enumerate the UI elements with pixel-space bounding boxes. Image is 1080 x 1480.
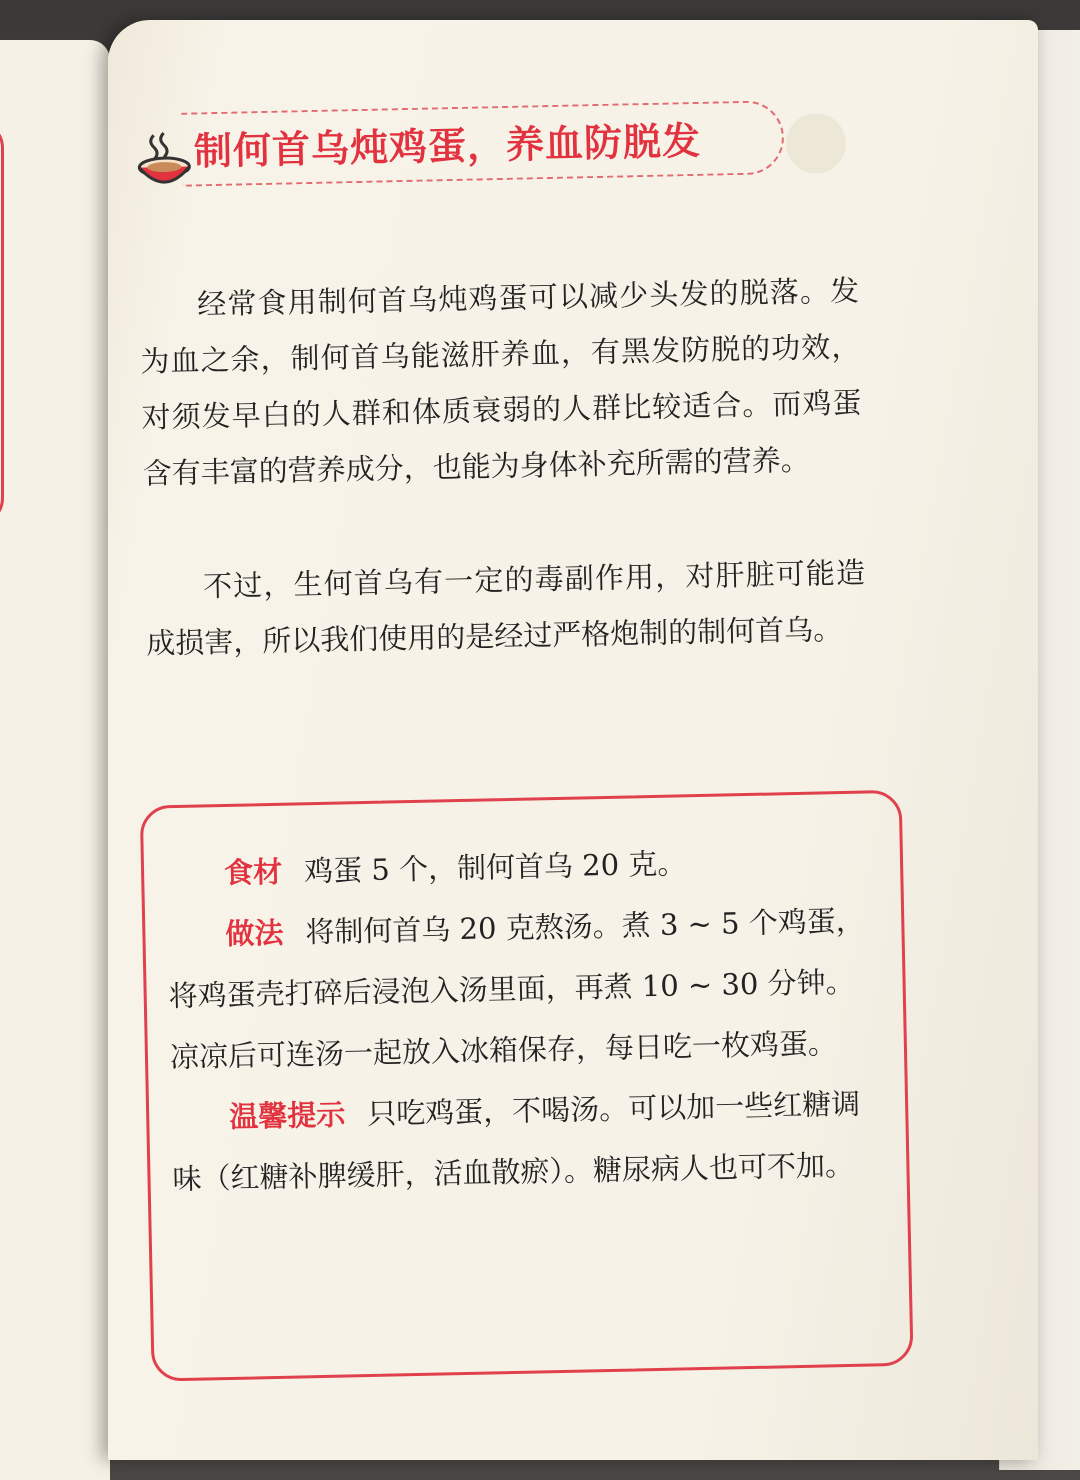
method-label: 做法: [225, 915, 284, 951]
recipe-method: [167, 891, 871, 1089]
ingredients-label: 食材: [223, 854, 283, 890]
book-page: [108, 20, 1038, 1460]
recipe-box: [140, 790, 914, 1382]
recipe-content: [166, 830, 874, 1211]
left-page-box: [0, 120, 4, 526]
tip-label: 温馨提示: [228, 1097, 346, 1134]
body-paragraph: [139, 263, 864, 502]
method-text: 将制何首乌 20 克熬汤。煮 3 ~ 5 个鸡蛋，将鸡蛋壳打碎后浸泡入汤里面，再煮 10 ~ 30 分钟。凉凉后可连汤一起放入冰箱保存，每日吃一枚鸡蛋。: [168, 903, 866, 1075]
bowl-icon: [136, 130, 193, 191]
left-page: [0, 40, 110, 1480]
paragraph-text: 经常食用制何首乌炖鸡蛋可以减少头发的脱落。发为血之余，制何首乌能滋肝养血，有黑发防脱的功效，对须发早白的人群和体质衰弱的人群比较适合。而鸡蛋含有丰富的营养成分，也能为身体补充所需的营养。: [140, 273, 862, 491]
tip-text: 只吃鸡蛋，不喝汤。可以加一些红糖调味（红糖补脾缓肝，活血散瘀）。糖尿病人也可不加。: [172, 1086, 861, 1197]
section-title: [135, 101, 746, 184]
decorative-circle: [785, 113, 846, 174]
paragraph-text: 不过，生何首乌有一定的毒副作用，对肝脏可能造成损害，所以我们使用的是经过严格炮制的制何首乌。: [145, 555, 866, 661]
page-content: [93, 9, 1053, 1468]
recipe-tip: [171, 1073, 873, 1210]
page-title: 制何首乌炖鸡蛋，养血防脱发: [193, 118, 702, 174]
body-paragraph: [145, 544, 867, 671]
ingredients-text: 鸡蛋 5 个，制何首乌 20 克。: [303, 846, 687, 889]
